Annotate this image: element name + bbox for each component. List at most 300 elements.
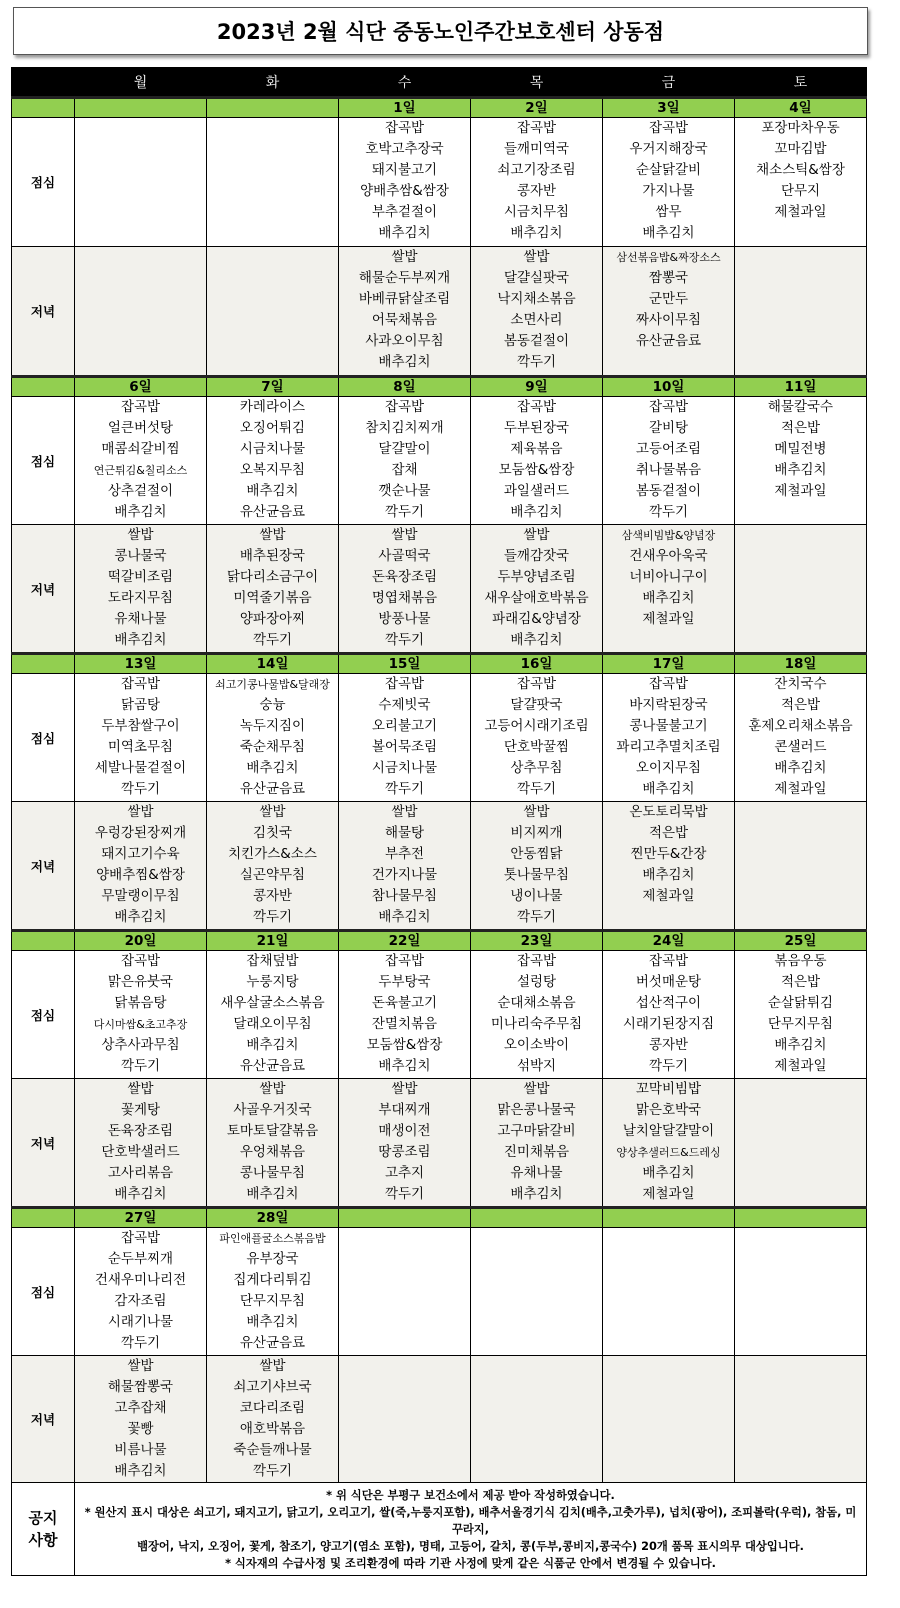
weekday-sat: 토 [735,68,867,98]
dinner-menu-cell [735,1079,867,1208]
lunch-menu-cell [339,118,471,247]
menu-item: 소면사리 [510,312,563,328]
dinner-menu-cell [603,1356,735,1483]
menu-item: 단호박샐러드 [101,1144,180,1160]
dinner-menu-cell [471,1356,603,1483]
menu-item: 온도토리묵밥 [629,804,708,820]
dinner-menu-cell [471,247,603,377]
lunch-row [12,118,867,247]
menu-item: 미나리숙주무침 [490,1016,583,1032]
menu-item: 메밀전병 [774,441,827,457]
menu-item: 쌀밥 [391,249,418,265]
lunch-label: 점심 [12,118,75,247]
menu-item: 시래기나물 [107,1314,174,1330]
menu-item: 부대찌개 [378,1102,431,1118]
date-cell: 13일 [75,654,207,674]
menu-item: 깍두기 [384,781,425,797]
dinner-menu-cell [339,525,471,654]
date-row-blank [12,931,75,951]
menu-item: 어묵채볶음 [371,312,438,328]
dinner-menu-cell [339,247,471,377]
menu-item: 꽃게탕 [120,1102,161,1118]
dinner-menu-cell [75,1079,207,1208]
lunch-menu-cell [735,397,867,525]
menu-item: 날치알달걀말이 [622,1123,715,1139]
menu-item: 단무지무침 [239,1293,306,1309]
lunch-menu-cell [735,118,867,247]
date-row [12,931,867,951]
dinner-menu-cell [603,247,735,377]
menu-item: 돼지고기수육 [101,846,180,862]
menu-item: 상추무침 [510,760,563,776]
menu-item: 양파장아찌 [239,611,306,627]
menu-item: 비지찌개 [510,825,563,841]
menu-item: 배추김치 [246,1186,299,1202]
menu-item: 방풍나물 [378,611,431,627]
dinner-menu-cell [339,1356,471,1483]
lunch-row [12,674,867,802]
lunch-menu-cell [603,674,735,802]
date-cell: 1일 [339,98,471,118]
lunch-label: 점심 [12,1228,75,1356]
menu-item: 쌀밥 [127,527,154,543]
menu-item: 우엉채볶음 [239,1144,306,1160]
date-cell: 21일 [207,931,339,951]
menu-item: 섭산적구이 [635,995,702,1011]
date-cell: 23일 [471,931,603,951]
menu-item: 배추김치 [642,225,695,241]
menu-item: 잔멸치볶음 [371,1016,438,1032]
menu-item: 쌈무 [655,204,682,220]
menu-item: 쌀밥 [259,527,286,543]
menu-item: 바베큐닭살조림 [358,291,451,307]
menu-item: 고추잡채 [114,1400,167,1416]
menu-item: 사과오이무침 [365,333,444,349]
menu-item: 유채나물 [114,611,167,627]
menu-item: 두부탕국 [378,974,431,990]
dinner-label: 저녁 [12,525,75,654]
menu-item: 숭늉 [259,697,286,713]
menu-item: 바지락된장국 [629,697,708,713]
menu-item: 쌀밥 [523,249,550,265]
menu-item: 유산균음료 [239,1058,306,1074]
menu-item: 두부참쌀구이 [101,718,180,734]
dinner-menu-cell [603,1079,735,1208]
menu-item: 단호박꿀찜 [503,739,570,755]
menu-item: 시금치나물 [239,441,306,457]
notice-content [75,1483,867,1576]
date-cell: 20일 [75,931,207,951]
menu-item: 배추김치 [774,462,827,478]
dinner-menu-cell [339,1079,471,1208]
weekday-wed: 수 [339,68,471,98]
menu-item: 깍두기 [516,781,557,797]
date-cell [603,1208,735,1228]
menu-item: 배추김치 [642,590,695,606]
dinner-row [12,525,867,654]
lunch-menu-cell [735,951,867,1079]
menu-item: 깍두기 [384,504,425,520]
menu-item: 취나물볶음 [635,462,702,478]
lunch-menu-cell [603,1228,735,1356]
menu-item: 가지나물 [642,183,695,199]
menu-item: 제철과일 [774,1058,827,1074]
date-cell: 17일 [603,654,735,674]
menu-item: 배추김치 [774,760,827,776]
menu-item: 볶음우동 [774,953,827,969]
menu-item: 깍두기 [120,781,161,797]
menu-item: 쇠고기샤브국 [233,1379,312,1395]
menu-item: 고등어시래기조림 [484,718,589,734]
menu-item: 오징어튀김 [239,420,306,436]
menu-item: 설렁탕 [516,974,557,990]
menu-item: 닭다리소금구이 [226,569,319,585]
menu-item: 닭곰탕 [120,697,161,713]
menu-item: 쌀밥 [127,804,154,820]
date-cell: 22일 [339,931,471,951]
menu-item: 건새우미나리전 [94,1272,187,1288]
lunch-menu-cell [75,951,207,1079]
dinner-menu-cell [471,1079,603,1208]
menu-item: 쇠고기콩나물밥&달래장 [215,678,330,691]
menu-item: 상추겉절이 [107,483,174,499]
dinner-menu-cell [207,525,339,654]
date-cell: 2일 [471,98,603,118]
menu-item: 잡곡밥 [120,399,161,415]
lunch-menu-cell [339,1228,471,1356]
menu-item: 콩나물불고기 [629,718,708,734]
lunch-menu-cell [471,118,603,247]
menu-item: 치킨가스&소스 [228,846,317,862]
dinner-menu-cell [603,802,735,931]
date-cell: 3일 [603,98,735,118]
menu-item: 잡곡밥 [648,120,689,136]
menu-item: 콩나물무침 [239,1165,306,1181]
menu-item: 잔치국수 [774,676,827,692]
menu-item: 쌀밥 [523,804,550,820]
date-cell [471,1208,603,1228]
menu-item: 제철과일 [642,888,695,904]
menu-item: 깍두기 [516,354,557,370]
menu-item: 잡곡밥 [516,953,557,969]
menu-item: 순살닭갈비 [635,162,702,178]
menu-item: 적은밥 [780,697,821,713]
dinner-label: 저녁 [12,1079,75,1208]
lunch-label: 점심 [12,951,75,1079]
menu-item: 해물순두부찌개 [358,270,451,286]
menu-item: 양배추찜&쌈장 [96,867,185,883]
notice-label-line: 공지 [28,1509,58,1527]
menu-item: 배추김치 [114,909,167,925]
menu-item: 배추김치 [642,781,695,797]
menu-item: 녹두지짐이 [239,718,306,734]
menu-item: 유산균음료 [239,781,306,797]
menu-item: 파인애플굴소스볶음밥 [219,1232,326,1245]
menu-item: 깍두기 [384,632,425,648]
menu-item: 배추김치 [378,1058,431,1074]
menu-item: 제철과일 [642,611,695,627]
menu-item: 배추김치 [642,867,695,883]
date-cell: 27일 [75,1208,207,1228]
menu-item: 세발나물겉절이 [94,760,187,776]
notice-label [12,1483,75,1576]
dinner-menu-cell [735,1356,867,1483]
menu-item: 너비아니구이 [629,569,708,585]
menu-item: 돼지불고기 [371,162,438,178]
menu-item: 시금치무침 [503,204,570,220]
menu-item: 단무지무침 [767,1016,834,1032]
lunch-menu-cell [207,118,339,247]
dinner-label: 저녁 [12,1356,75,1483]
menu-item: 잡곡밥 [516,399,557,415]
menu-item: 두부된장국 [503,420,570,436]
menu-item: 땅콩조림 [378,1144,431,1160]
menu-item: 고등어조림 [635,441,702,457]
menu-item: 오복지무침 [239,462,306,478]
menu-item: 양상추샐러드&드레싱 [616,1146,721,1159]
menu-item: 유채나물 [510,1165,563,1181]
menu-item: 깍두기 [252,909,293,925]
menu-item: 돈육장조림 [371,569,438,585]
date-row-blank [12,1208,75,1228]
menu-item: 깍두기 [648,504,689,520]
menu-item: 꼬마김밥 [774,141,827,157]
menu-item: 맑은콩나물국 [497,1102,576,1118]
menu-item: 잡곡밥 [120,953,161,969]
lunch-row [12,397,867,525]
menu-item: 찐만두&간장 [630,846,707,862]
date-cell: 28일 [207,1208,339,1228]
menu-item: 오이지무침 [635,760,702,776]
menu-item: 볼어묵조림 [371,739,438,755]
dinner-label: 저녁 [12,247,75,377]
notice-row [12,1483,867,1576]
menu-item: 시래기된장지짐 [622,1016,715,1032]
menu-item: 제철과일 [774,781,827,797]
menu-item: 콘샐러드 [774,739,827,755]
menu-item: 들깨감잣국 [503,548,570,564]
menu-item: 김칫국 [252,825,293,841]
menu-item: 배추김치 [246,760,299,776]
menu-item: 냉이나물 [510,888,563,904]
date-cell [735,1208,867,1228]
menu-item: 파래김&양념장 [492,611,581,627]
dinner-menu-cell [207,247,339,377]
date-cell [207,98,339,118]
date-cell: 16일 [471,654,603,674]
menu-item: 꽈리고추멸치조림 [616,739,721,755]
menu-item: 잡곡밥 [384,676,425,692]
menu-item: 사골우거짓국 [233,1102,312,1118]
menu-item: 짬뽕국 [648,270,689,286]
menu-item: 참나물무침 [371,888,438,904]
menu-item: 잡곡밥 [648,399,689,415]
menu-item: 배추김치 [378,909,431,925]
menu-item: 고추지 [384,1165,425,1181]
menu-item: 콩자반 [516,183,557,199]
menu-item: 깍두기 [120,1058,161,1074]
menu-item: 집게다리튀김 [233,1272,312,1288]
notice-line: * 원산지 표시 대상은 쇠고기, 돼지고기, 닭고기, 오리고기, 쌀(죽,누룽지포함), 배추서울경기식 김치(배추,고춧가루), 넙치(광어), 조피볼락(우럭), 참돔, 미꾸라지, [84,1505,857,1536]
menu-item: 배추김치 [510,504,563,520]
menu-item: 잡곡밥 [384,399,425,415]
menu-item: 잡곡밥 [384,953,425,969]
dinner-menu-cell [207,1356,339,1483]
lunch-menu-cell [603,118,735,247]
menu-item: 버섯매운탕 [635,974,702,990]
menu-item: 잡곡밥 [516,120,557,136]
menu-item: 채소스틱&쌈장 [756,162,845,178]
menu-item: 적은밥 [780,974,821,990]
menu-table [11,67,867,1576]
menu-item: 고사리볶음 [107,1165,174,1181]
menu-item: 배추김치 [378,225,431,241]
menu-item: 미역초무침 [107,739,174,755]
lunch-menu-cell [339,674,471,802]
menu-item: 봄동겉절이 [503,333,570,349]
menu-item: 유산균음료 [239,504,306,520]
menu-item: 무말랭이무침 [101,888,180,904]
lunch-menu-cell [75,118,207,247]
lunch-menu-cell [75,1228,207,1356]
menu-item: 낙지채소볶음 [497,291,576,307]
menu-item: 고구마닭갈비 [497,1123,576,1139]
menu-item: 안동찜닭 [510,846,563,862]
menu-item: 배추김치 [378,354,431,370]
menu-item: 잡곡밥 [120,1230,161,1246]
menu-item: 비름나물 [114,1442,167,1458]
menu-item: 배추된장국 [239,548,306,564]
menu-item: 단무지 [780,183,821,199]
menu-item: 도라지무침 [107,590,174,606]
notice-line: * 위 식단은 부평구 보건소에서 제공 받아 작성하였습니다. [326,1488,615,1502]
menu-item: 깍두기 [252,632,293,648]
menu-item: 유산균음료 [635,333,702,349]
dinner-menu-cell [339,802,471,931]
menu-item: 제철과일 [774,204,827,220]
dinner-menu-cell [75,247,207,377]
menu-item: 제철과일 [642,1186,695,1202]
menu-item: 잡채 [391,462,418,478]
menu-item: 참치김치찌개 [365,420,444,436]
menu-item: 적은밥 [780,420,821,436]
menu-item: 깍두기 [384,1186,425,1202]
menu-item: 우거지해장국 [629,141,708,157]
menu-item: 모둠쌈&쌈장 [498,462,575,478]
date-cell: 25일 [735,931,867,951]
menu-item: 깍두기 [648,1058,689,1074]
menu-item: 쌀밥 [391,1081,418,1097]
menu-item: 포장마차우동 [761,120,840,136]
menu-item: 잡곡밥 [120,676,161,692]
date-cell [339,1208,471,1228]
menu-item: 배추김치 [114,1463,167,1479]
menu-item: 카레라이스 [239,399,306,415]
menu-item: 제철과일 [774,483,827,499]
menu-item: 시금치나물 [371,760,438,776]
dinner-row [12,802,867,931]
menu-item: 쌀밥 [127,1081,154,1097]
menu-item: 순두부찌개 [107,1251,174,1267]
date-cell: 7일 [207,377,339,397]
date-cell: 11일 [735,377,867,397]
notice-line: 뱀장어, 낙지, 오징어, 꽃게, 참조기, 양고기(염소 포함), 명태, 고등어, 갈치, 콩(두부,콩비지,콩국수) 20개 품목 표시의무 대상입니다. [137,1539,804,1553]
menu-item: 훈제오리채소볶음 [748,718,853,734]
menu-item: 달걀말이 [378,441,431,457]
menu-item: 삼색비빔밥&양념장 [621,529,716,542]
lunch-menu-cell [75,397,207,525]
menu-item: 명엽채볶음 [371,590,438,606]
weekday-mon: 월 [75,68,207,98]
menu-item: 연근튀김&칠리소스 [93,464,188,477]
date-row-blank [12,98,75,118]
date-cell: 8일 [339,377,471,397]
menu-item: 삼선볶음밥&짜장소스 [616,251,721,264]
menu-item: 누룽지탕 [246,974,299,990]
menu-item: 쌀밥 [259,1081,286,1097]
menu-item: 깍두기 [252,1463,293,1479]
menu-item: 애호박볶음 [239,1421,306,1437]
lunch-menu-cell [471,951,603,1079]
date-cell: 15일 [339,654,471,674]
menu-item: 수제빗국 [378,697,431,713]
menu-item: 배추김치 [114,632,167,648]
menu-item: 쌀밥 [259,1358,286,1374]
menu-item: 양배추쌈&쌈장 [360,183,449,199]
dinner-menu-cell [735,247,867,377]
lunch-menu-cell [339,951,471,1079]
menu-item: 진미채볶음 [503,1144,570,1160]
date-row-blank [12,377,75,397]
menu-item: 토마토달걀볶음 [226,1123,319,1139]
menu-item: 다시마쌈&초고추장 [93,1018,188,1031]
weekday-thu: 목 [471,68,603,98]
menu-item: 쌀밥 [391,804,418,820]
lunch-menu-cell [339,397,471,525]
menu-item: 닭볶음탕 [114,995,167,1011]
menu-item: 배추김치 [114,504,167,520]
lunch-menu-cell [207,951,339,1079]
dinner-row [12,247,867,377]
menu-item: 호박고추장국 [365,141,444,157]
date-cell: 4일 [735,98,867,118]
menu-item: 배추김치 [510,632,563,648]
dinner-row [12,1079,867,1208]
menu-item: 순살닭튀김 [767,995,834,1011]
date-cell: 9일 [471,377,603,397]
menu-item: 배추김치 [642,1165,695,1181]
menu-item: 배추김치 [246,1037,299,1053]
menu-item: 맑은유붓국 [107,974,174,990]
date-cell: 18일 [735,654,867,674]
menu-item: 잡곡밥 [648,676,689,692]
menu-item: 해물탕 [384,825,425,841]
dinner-menu-cell [735,525,867,654]
dinner-menu-cell [75,1356,207,1483]
menu-item: 짜사이무침 [635,312,702,328]
lunch-label: 점심 [12,674,75,802]
weekday-tue: 화 [207,68,339,98]
menu-item: 건가지나물 [371,867,438,883]
menu-item: 매생이전 [378,1123,431,1139]
menu-item: 깍두기 [516,909,557,925]
menu-item: 꽃빵 [127,1421,154,1437]
lunch-menu-cell [603,397,735,525]
date-row [12,1208,867,1228]
menu-item: 미역줄기볶음 [233,590,312,606]
menu-item: 톳나물무침 [503,867,570,883]
lunch-row [12,1228,867,1356]
